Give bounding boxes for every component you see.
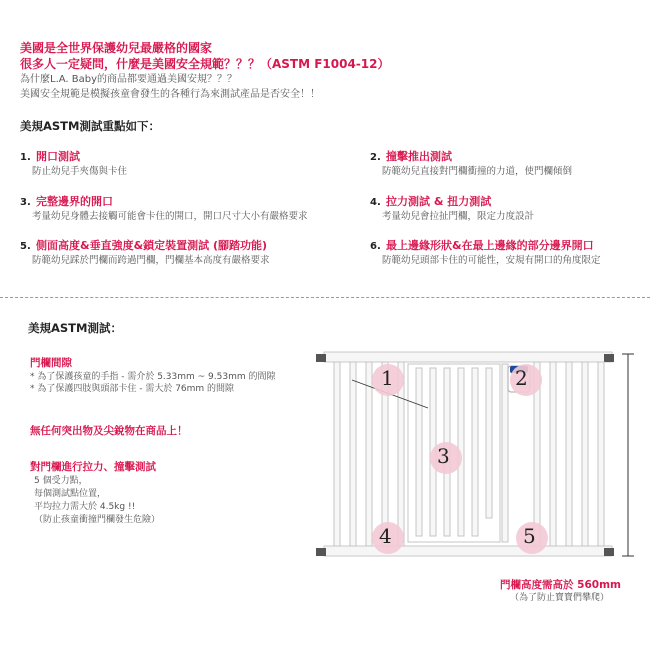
marker-4-label: 4 [379, 524, 392, 548]
gate-top-rail [324, 352, 612, 362]
key-point-number: 4. [370, 197, 381, 208]
key-point-title: 完整邊界的開口 [36, 195, 113, 208]
key-point-desc: 考量幼兒身體去接觸可能會卡住的開口，開口尺寸大小有嚴格要求 [32, 211, 308, 222]
key-point-title: 最上邊緣形狀&在最上邊緣的部分邊界開口 [386, 239, 594, 252]
key-point-number: 1. [20, 152, 31, 163]
gate-bars-right [534, 362, 604, 546]
marker-5-label: 5 [523, 524, 536, 548]
header-line-3: 為什麼L.A. Baby的商品都要通過美國安規？？？ [20, 74, 238, 85]
gate-bottom-rail [324, 546, 612, 556]
key-point-1 [20, 150, 127, 178]
mount-icon [316, 548, 326, 556]
key-point-6 [370, 239, 601, 267]
header-line-1: 美國是全世界保護幼兒最嚴格的國家 [20, 41, 213, 55]
force-note-4: （防止孩童衝撞門欄發生危險） [34, 515, 161, 525]
force-test-title: 對門欄進行拉力、撞擊測試 [30, 461, 156, 473]
key-point-desc: 防範幼兒踩於門欄而跨過門欄，門欄基本高度有嚴格要求 [32, 255, 270, 266]
height-title: 門欄高度需高於 560mm [500, 579, 621, 591]
mount-icon [316, 354, 326, 362]
mount-icon [604, 548, 614, 556]
key-point-desc: 考量幼兒會拉扯門欄，限定力度設計 [382, 211, 535, 222]
force-note-3: 平均拉力需大於 4.5kg !! [34, 502, 136, 512]
height-note: （為了防止寶寶們攀爬） [510, 593, 610, 603]
gate-latch-post [502, 364, 508, 542]
key-point-title: 開口測試 [36, 150, 80, 163]
no-protrusion-text: 無任何突出物及尖銳物在商品上！ [30, 425, 188, 437]
key-point-number: 3. [20, 197, 31, 208]
gate-illustration [312, 350, 642, 570]
key-point-title: 撞擊推出測試 [386, 150, 452, 163]
gap-note-1: * 為了保護孩童的手指 - 需介於 5.33mm ~ 9.53mm 的間隙 [30, 372, 276, 382]
force-note-2: 每個測試點位置， [34, 489, 107, 499]
key-point-2 [370, 150, 572, 178]
key-points-title: 美規ASTM測試重點如下： [20, 119, 160, 133]
marker-1-label: 1 [381, 366, 394, 390]
key-point-desc: 防止幼兒手夾傷與卡住 [32, 166, 128, 177]
key-point-desc: 防範幼兒直接對門欄衝撞的力道，使門欄傾倒 [382, 166, 573, 177]
key-point-number: 2. [370, 152, 381, 163]
header-line-4: 美國安全規範是模擬孩童會發生的各種行為來測試產品是否安全！！ [20, 89, 320, 100]
gap-title: 門欄間隙 [30, 357, 72, 369]
key-point-number: 6. [370, 241, 381, 252]
gap-note-2: * 為了保護四肢與頭部卡住 - 需大於 76mm 的間隙 [30, 384, 235, 394]
key-point-4 [370, 195, 534, 223]
key-point-desc: 防範幼兒頭部卡住的可能性，安規有開口的角度限定 [382, 255, 601, 266]
key-point-number: 5. [20, 241, 31, 252]
key-point-title: 拉力測試 & 扭力測試 [386, 195, 492, 208]
marker-3-label: 3 [437, 444, 450, 468]
marker-2-label: 2 [515, 366, 528, 390]
key-point-3 [20, 195, 308, 223]
header-line-2: 很多人一定疑問，什麼是美國安全規範？？？（ASTM F1004-12） [20, 57, 390, 71]
key-point-5 [20, 239, 270, 267]
section-divider [0, 297, 650, 298]
key-point-title: 側面高度&垂直強度&鎖定裝置測試 (腳踏功能) [36, 239, 268, 252]
force-note-1: 5 個受力點， [34, 476, 88, 486]
astm-title: 美規ASTM測試： [28, 321, 122, 335]
mount-icon [604, 354, 614, 362]
